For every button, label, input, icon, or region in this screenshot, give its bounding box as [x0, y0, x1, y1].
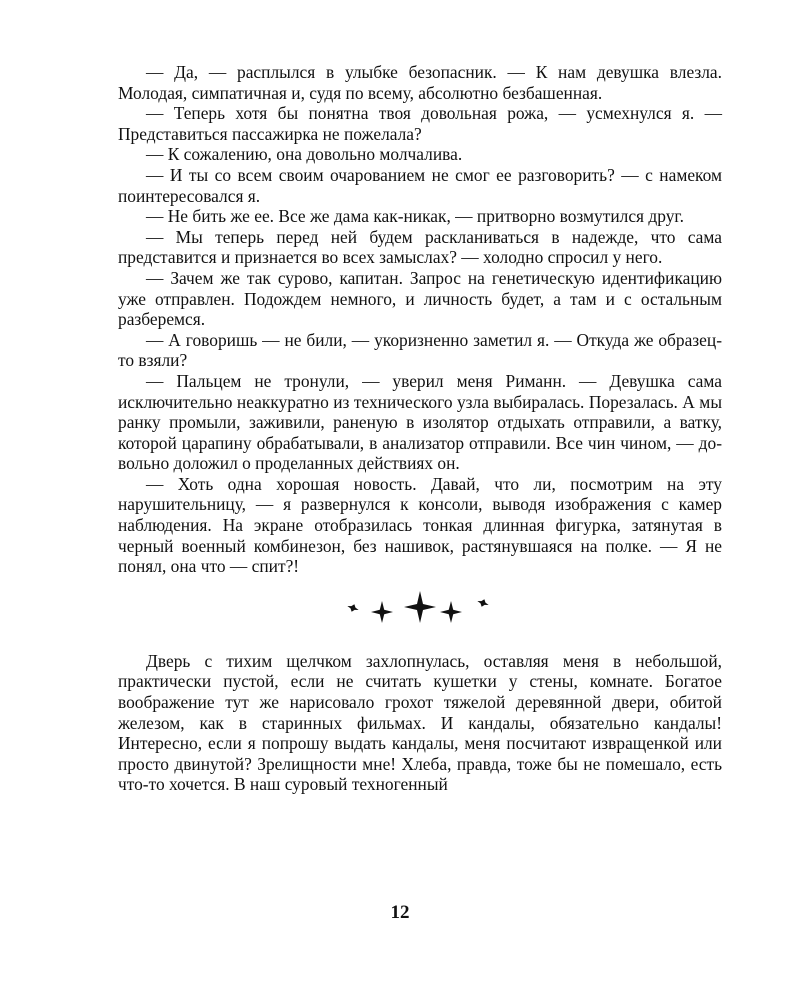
- paragraph: — К сожалению, она довольно молчалива.: [146, 144, 463, 165]
- paragraph: — Мы теперь перед ней будем раскланиваться в надежде, что сама представится и признается во всех замыслах? — холодно спросил у него.: [118, 226, 722, 268]
- paragraph: Дверь с тихим щелчком захлопнулась, оставляя меня в небольшой, практически пустой, если не считать кушетки у стены, комнате. Богатое воображение тут же нарисовало грохот тяжелой деревянной двери, обитой железом, как в старинных фильмах. И кандалы, обязательно кандалы! Интересно, если я попрошу выдать кандалы, меня посчитают извращенкой или просто двинутой? Зрелищности мне! Хлеба, правда, тоже бы не помешало, есть что-то хочется. В наш суровый техногенный: [118, 650, 722, 795]
- paragraph: — Пальцем не тронули, — уверил меня Риманн. — Девушка сама исключительно неаккуратно из технического узла выбиралась. Порезалась. А мы ранку промыли, заживили, раненую в изолятор отдыхать отправили, а ватку, которой царапину обрабатывали, в анализатор отправили. Все чин чином, — довольно доложил о проделанных действиях он.: [118, 370, 722, 474]
- star-burst-divider-icon: [345, 591, 495, 625]
- paragraph: — Да, — расплылся в улыбке безопасник. — К нам девушка влезла. Молодая, симпатичная и, судя по всему, абсолютно безбашенная.: [118, 62, 722, 103]
- paragraph: — Зачем же так сурово, капитан. Запрос на генетическую идентификацию уже отправлен. Подождем немного, и личность будет, а там и с остальным разберемся.: [118, 267, 722, 330]
- paragraph: — Не бить же ее. Все же дама как-никак, — притворно возмутился друг.: [146, 206, 684, 227]
- page-body: [118, 62, 722, 795]
- paragraph: — А говоришь — не били, — укоризненно заметил я. — Откуда же образец-то взяли?: [118, 329, 722, 371]
- paragraph: — Хоть одна хорошая новость. Давай, что ли, посмотрим на эту нарушительницу, — я развернулся к консоли, выводя изображения с камер наблюдения. На экране отобразилась тонкая длинная фигурка, затянутая в черный военный комбинезон, без нашивок, растянувшаяся на полке. — Я не понял, она что — спит?!: [118, 473, 722, 577]
- section-divider: [118, 591, 722, 625]
- paragraph: — Теперь хотя бы понятна твоя довольная рожа, — усмехнулся я. — Представиться пассажирка не пожелала?: [118, 103, 722, 144]
- page-number: 12: [390, 902, 410, 923]
- paragraph: — И ты со всем своим очарованием не смог ее разговорить? — с намеком поинтересовался я.: [118, 164, 722, 206]
